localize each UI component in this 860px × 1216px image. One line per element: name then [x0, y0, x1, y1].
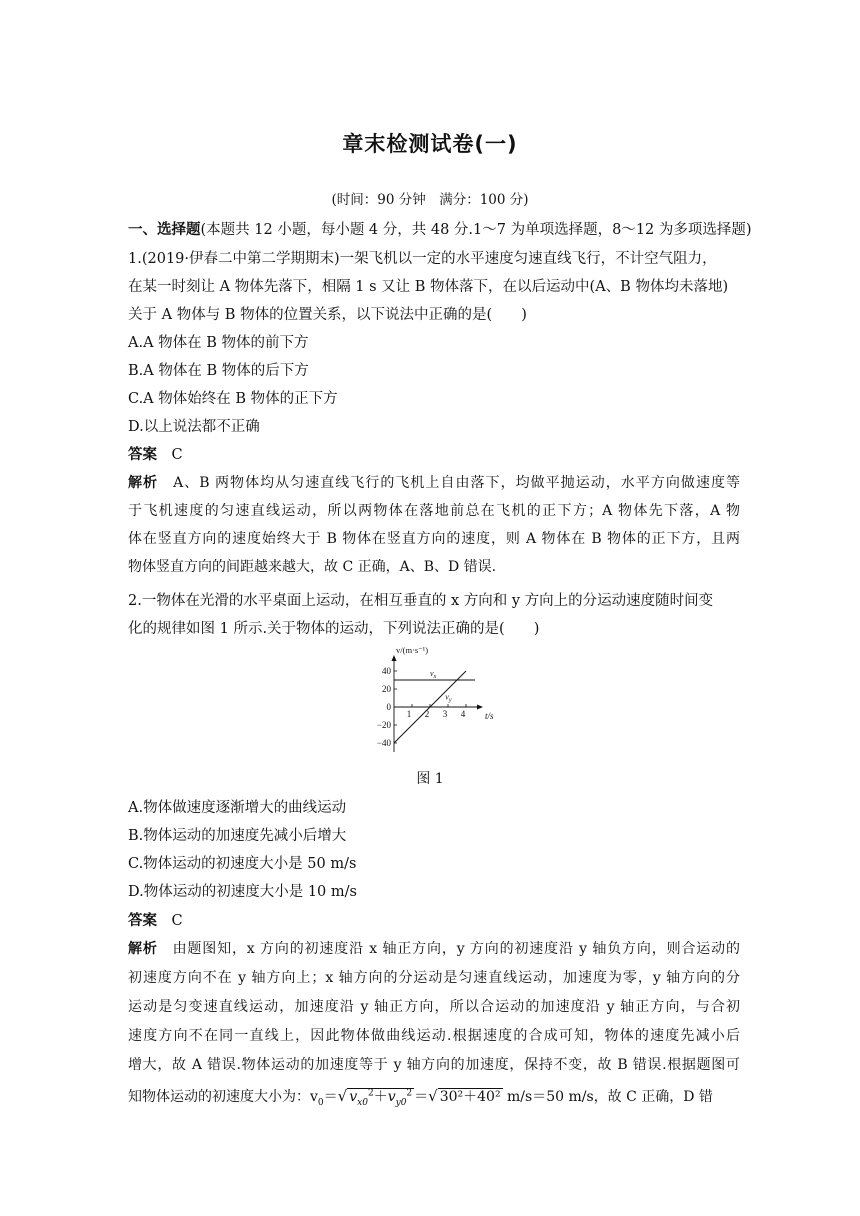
q2-option-c: C.物体运动的初速度大小是 50 m/s: [128, 856, 357, 872]
q2-option-d: D.物体运动的初速度大小是 10 m/s: [128, 884, 357, 900]
q2-formula-v0-sub: 0: [317, 1097, 324, 1108]
x-tick-label: 1: [406, 709, 412, 719]
q1-option-a: A.A 物体在 B 物体的前下方: [128, 335, 309, 351]
q2-answer-label: 答案: [128, 913, 157, 929]
q2-analysis-line-2: 初速度方向不在 y 轴方向上；x 轴方向的分运动是匀速直线运动，加速度为零，y 轴方向的分: [128, 970, 740, 986]
y-tick-label: 20: [382, 684, 391, 694]
q1-answer-label: 答案: [128, 447, 157, 463]
q1-analysis-line-4: 物体竖直方向的间距越来越大，故 C 正确，A、B、D 错误.: [128, 559, 497, 575]
q2-formula-vy: v: [387, 1089, 396, 1105]
y-tick-label: −20: [376, 720, 391, 730]
q2-formula-radicand: [347, 1088, 414, 1108]
y-tick-label: 0: [386, 702, 391, 712]
q2-analysis-line-3: 运动是匀变速直线运动，加速度沿 y 轴正方向，所以合运动的加速度沿 y 轴正方向，与合初: [128, 999, 740, 1015]
figure-caption: 图 1: [416, 771, 444, 787]
q1-stem-line-2: 在某一时刻让 A 物体先落下，相隔 1 s 又让 B 物体落下，在以后运动中(A、B 物体均未落地): [128, 279, 729, 295]
q1-answer-value: C: [171, 447, 183, 463]
q1-stem-line-1: 1.(2019·伊春二中第二学期期末)一架飞机以一定的水平速度匀速直线飞行，不计空气阻力，: [128, 251, 717, 267]
q1-analysis-label: 解析: [128, 475, 159, 491]
velocity-time-chart: [360, 645, 520, 757]
section-note: (本题共 12 小题，每小题 4 分，共 48 分.1～7 为单项选择题，8～12 为多项选择题): [200, 222, 752, 238]
sqrt-icon-2: √: [428, 1087, 438, 1105]
exam-time-score: (时间：90 分钟 满分：100 分): [331, 192, 529, 208]
q1-stem-line-3: 关于 A 物体与 B 物体的位置关系，以下说法中正确的是( ): [128, 307, 527, 323]
q2-formula-vx-sub: x0: [357, 1097, 368, 1108]
q2-formula-eq2: ＝: [414, 1089, 429, 1105]
x-axis-arrow-icon: [477, 705, 483, 710]
y-axis-arrow-icon: [392, 655, 397, 661]
q2-formula-prefix: 知物体运动的初速度大小为：v: [128, 1089, 318, 1105]
y-tick-label: −40: [376, 738, 391, 748]
q2-formula-vy-sq: 2: [406, 1088, 413, 1099]
section-heading-line: [128, 218, 752, 239]
q1-analysis-line-3: 体在竖直方向的速度始终大于 B 物体在竖直方向的速度，则 A 物体在 B 物体的正下方，且两: [128, 531, 740, 547]
x-tick-label: 2: [424, 709, 430, 719]
x-tick-label: 3: [442, 709, 448, 719]
x-axis-label: t/s: [485, 711, 494, 721]
q2-option-a: A.物体做速度逐渐增大的曲线运动: [128, 800, 347, 816]
q1-option-b: B.A 物体在 B 物体的后下方: [128, 363, 309, 379]
q1-answer: [128, 443, 183, 464]
q2-analysis-line-5: 增大，故 A 错误.物体运动的加速度等于 y 轴方向的加速度，保持不变，故 B 错误.根据题图可: [128, 1057, 740, 1073]
q1-analysis-line-1: [128, 472, 740, 492]
x-tick-label: 4: [460, 709, 466, 719]
q2-analysis-line-6: [128, 1086, 713, 1108]
series-label-vx: $v_x$: [430, 669, 437, 680]
series-label-vy: $v_y$: [445, 692, 452, 704]
q2-option-b: B.物体运动的加速度先减小后增大: [128, 828, 347, 844]
q2-answer-value: C: [171, 913, 183, 929]
q2-stem-line-2: 化的规律如图 1 所示.关于物体的运动，下列说法正确的是( ): [128, 621, 540, 637]
sqrt-icon: √: [337, 1087, 348, 1105]
q2-formula-vx-sq: 2: [367, 1088, 374, 1099]
y-axis-label: v/(m·s⁻¹): [396, 645, 429, 655]
q2-analysis-line-4: 速度方向不在同一直线上，因此物体做曲线运动.根据速度的合成可知，物体的速度先减小后: [128, 1028, 740, 1044]
page-title: 章末检测试卷(一): [342, 132, 518, 156]
q2-formula-vx: v: [349, 1089, 358, 1105]
y-tick-label: 40: [382, 666, 391, 676]
q2-analysis-label: 解析: [128, 941, 158, 957]
q2-formula-result: m/s＝50 m/s，故 C 正确，D 错: [502, 1089, 713, 1105]
q2-formula-eq: ＝: [323, 1089, 338, 1105]
section-heading: 一、选择题: [128, 222, 201, 238]
q2-formula-vy-sub: y0: [395, 1097, 407, 1108]
q2-analysis-line-1: [128, 938, 740, 958]
q2-analysis-text-1: 由题图知，x 方向的初速度沿 x 轴正方向，y 方向的初速度沿 y 轴负方向，则合运动的: [172, 941, 741, 957]
q1-option-d: D.以上说法都不正确: [128, 419, 260, 435]
q1-analysis-text-1: A、B 两物体均从匀速直线飞行的飞机上自由落下，均做平抛运动，水平方向做速度等: [173, 475, 740, 491]
q2-stem-line-1: 2.一物体在光滑的水平桌面上运动，在相互垂直的 x 方向和 y 方向上的分运动速度随时间变: [128, 593, 714, 609]
q2-formula-plus: ＋: [373, 1089, 388, 1105]
q1-option-c: C.A 物体始终在 B 物体的正下方: [128, 391, 338, 407]
q2-answer: [128, 909, 183, 930]
q2-formula-numbers: 30²＋40²: [439, 1089, 501, 1105]
q1-analysis-line-2: 于飞机速度的匀速直线运动，所以两物体在落地前总在飞机的正下方；A 物体先下落，A 物: [128, 503, 740, 519]
